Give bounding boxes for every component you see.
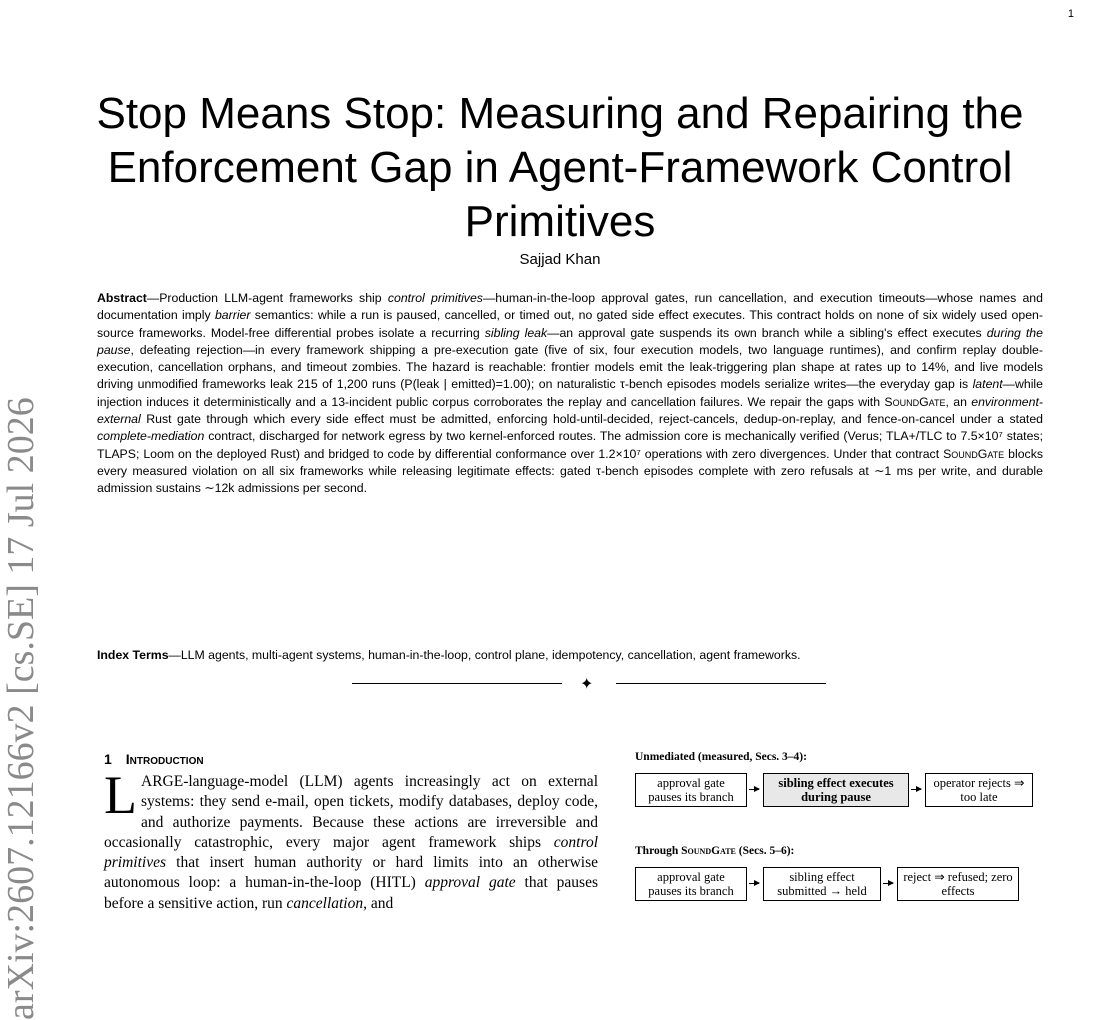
abstract [97, 290, 1043, 498]
arxiv-stamp [0, 397, 42, 1020]
gate-box: approval gate pauses its branch [635, 773, 747, 807]
abstract-italic: complete-mediation [97, 429, 205, 444]
abstract-text: —an approval gate suspends its own branch while a sibling's effect executes [547, 325, 987, 340]
operator-box: operator rejects ⇒ too late [925, 773, 1033, 807]
diamond-icon: ✦ [580, 674, 594, 693]
arrow-icon [911, 789, 921, 790]
intro-text: ARGE-language-model (LLM) agents increasingly act on external systems: they send e-mail, open tickets, modify databases, deploy code, and authorize payments. Because these actions are irreversible and occasionally catastrophic, every major agent framework ships [104, 773, 598, 851]
sibling-effect-box: sibling effect executes during pause [763, 773, 909, 807]
index-terms-label: Index Terms [97, 648, 169, 662]
abstract-text: —while injection induces it deterministically and a 13-incident public corpus corroborates the replay and cancellation failures. We repair the gaps with [97, 377, 1043, 409]
divider-line [352, 683, 562, 684]
index-terms-text: —LLM agents, multi-agent systems, human-in-the-loop, control plane, idempotency, cancellation, agent frameworks. [168, 648, 801, 662]
intro-text: that pauses before a sensitive action, run [104, 874, 598, 912]
section-divider [352, 674, 826, 693]
intro-italic: cancellation [286, 894, 364, 912]
figure-row2 [635, 865, 1055, 905]
drop-cap: L [104, 765, 137, 825]
abstract-text: blocks every measured violation on all six frameworks while releasing legitimate effects: gated τ-bench episodes complete with zero refusals at ∼1 ms per write, and durable admission sustains ∼12k admissions per second. [97, 446, 1043, 496]
abstract-text: —human-in-the-loop approval gates, run cancellation, and execution timeouts—whose names and documentation imply [97, 291, 1043, 323]
figure [635, 751, 1055, 905]
intro-italic: control primitives [104, 833, 598, 872]
arrow-icon [749, 883, 759, 884]
abstract-text: , an [945, 394, 972, 409]
arxiv-stamp-text: arXiv:2607.12166v2 [cs.SE] 17 Jul 2026 [0, 397, 42, 1020]
figure-label-text: (Secs. 5–6): [735, 845, 795, 857]
page-number: 1 [1067, 8, 1074, 20]
divider-line [616, 683, 826, 684]
intro-text: , and [363, 894, 394, 912]
index-terms [97, 648, 1043, 662]
abstract-italic: during the pause [97, 325, 1043, 357]
refused-box: reject ⇒ refused; zero effects [897, 867, 1019, 901]
arrow-icon [883, 883, 893, 884]
figure-row2-label [635, 845, 1055, 857]
author: Sajjad Khan [519, 251, 601, 268]
gate-box: approval gate pauses its branch [635, 867, 747, 901]
abstract-italic: latent [972, 377, 1003, 392]
section-number: 1 [104, 751, 112, 767]
system-name: SoundGate [943, 446, 1005, 461]
abstract-italic: control primitives [387, 291, 483, 305]
section-title: Introduction [125, 751, 204, 767]
paper-title: Stop Means Stop: Measuring and Repairing the Enforcement Gap in Agent-Framework Control Primitives [96, 89, 1024, 247]
system-name: SoundGate [681, 845, 736, 857]
abstract-text: semantics: while a run is paused, cancelled, or timed out, no gated side effect executes. This contract holds on none of six widely used open-source frameworks. Model-free differential probes isolate a recurring [97, 308, 1043, 340]
abstract-text: Rust gate through which every side effect must be admitted, enforcing hold-until-decided, reject-cancels, dedup-on-replay, and fence-on-cancel under a stated [140, 412, 1043, 427]
abstract-label: Abstract [97, 291, 147, 305]
abstract-italic: sibling leak [484, 325, 548, 340]
abstract-text: —Production LLM-agent frameworks ship [146, 291, 388, 305]
figure-row1 [635, 771, 1055, 811]
figure-label-text: Through [635, 845, 682, 857]
figure-row1-label: Unmediated (measured, Secs. 3–4): [635, 751, 807, 763]
abstract-text: , defeating rejection—in every framework shipping a pre-execution gate (five of six, four execution models, two language runtimes), and confirm replay double-execution, cancellation orphans, and timeout zombies. The hazard is reachable: frontier models emit the leak-triggering plan shape at rates up to 14%, and live models driving unmodified frameworks leak 215 of 1,200 runs (P(leak | emitted)=1.00); on naturalistic τ-bench episodes models serialize writes—the everyday gap is [97, 342, 1043, 392]
intro-paragraph [104, 765, 598, 914]
abstract-italic: environment-external [97, 394, 1043, 427]
held-effect-box: sibling effect submitted → held [763, 867, 881, 901]
intro-text: that insert human authority or hard limits into an otherwise autonomous loop: a human-in-the-loop (HITL) [104, 854, 598, 892]
intro-italic: approval gate [424, 874, 516, 892]
abstract-text: contract, discharged for network egress by two kernel-enforced routes. The admission core is mechanically verified (Verus; TLA+/TLC to 7.5×10⁷ states; TLAPS; Loom on the deployed Rust) and bridged to code by differential conformance over 1.2×10⁷ operations with zero divergences. Under that contract [97, 429, 1043, 461]
system-name: SoundGate [884, 394, 946, 409]
arrow-icon [749, 789, 759, 790]
abstract-italic: barrier [214, 308, 251, 323]
